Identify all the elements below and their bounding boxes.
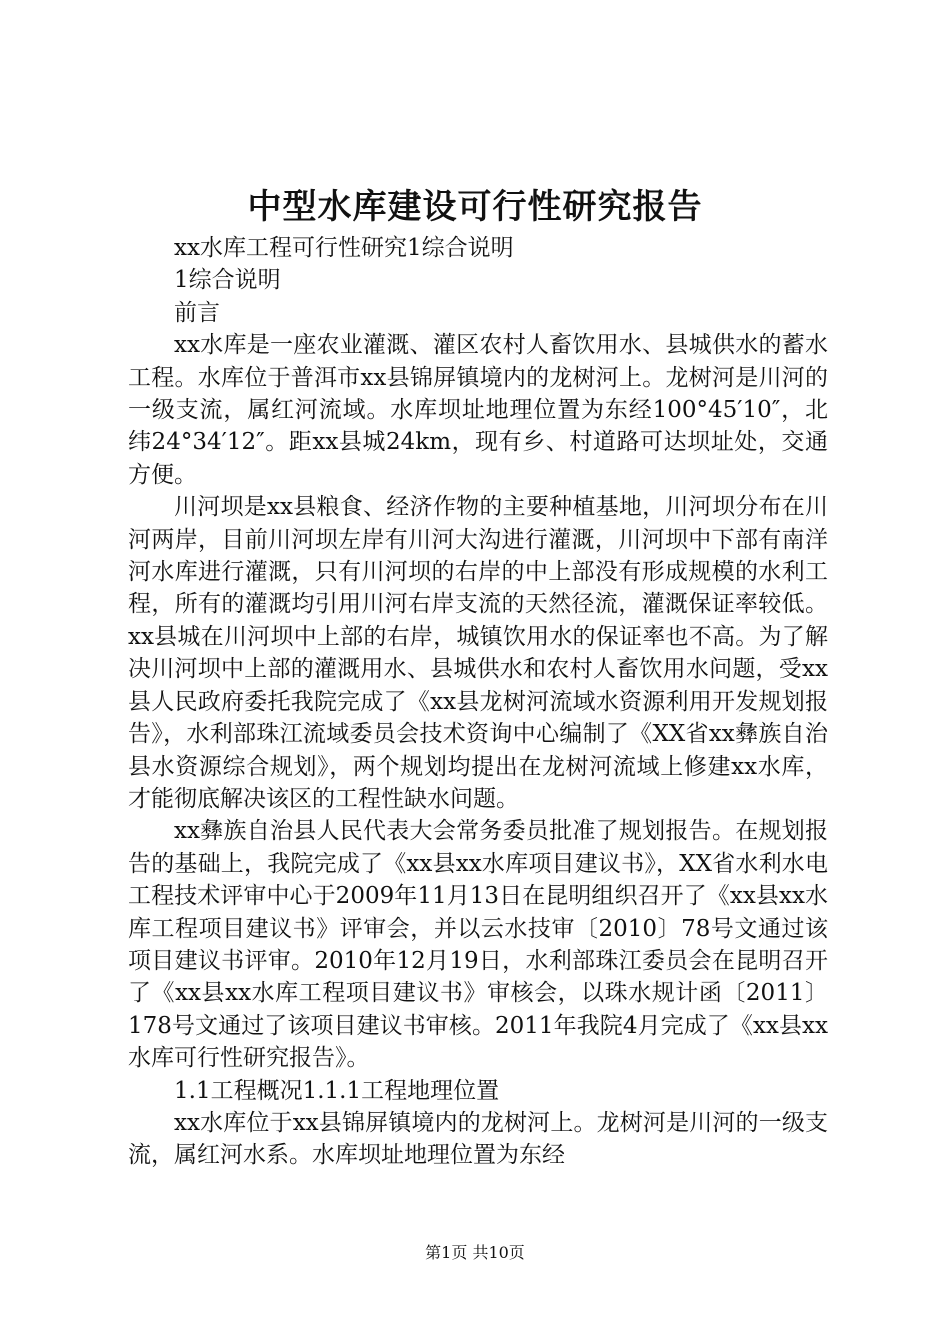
paragraph: 前言 (174, 299, 220, 326)
paragraph: xx水库位于xx县锦屏镇境内的龙树河上。龙树河是川河的一级支流，属红河水系。水库坝址地理位置为东经 (128, 1109, 828, 1169)
paragraph: 1.1工程概况1.1.1工程地理位置 (174, 1077, 500, 1104)
paragraph: xx水库是一座农业灌溉、灌区农村人畜饮用水、县城供水的蓄水工程。水库位于普洱市xx县锦屏镇境内的龙树河上。龙树河是川河的一级支流，属红河流域。水库坝址地理位置为东经100°45′10″，北纬24°34′12″。距xx县城24km，现有乡、村道路可达坝址处，交通方便。 (128, 332, 828, 488)
document-body (128, 232, 828, 1172)
paragraph: 川河坝是xx县粮食、经济作物的主要种植基地，川河坝分布在川河两岸，目前川河坝左岸有川河大沟进行灌溉，川河坝中下部有南洋河水库进行灌溉，只有川河坝的右岸的中上部没有形成规模的水利工程，所有的灌溉均引用川河右岸支流的天然径流，灌溉保证率较低。xx县城在川河坝中上部的右岸，城镇饮用水的保证率也不高。为了解决川河坝中上部的灌溉用水、县城供水和农村人畜饮用水问题，受xx县人民政府委托我院完成了《xx县龙树河流域水资源利用开发规划报告》，水利部珠江流域委员会技术资询中心编制了《XX省xx彝族自治县水资源综合规划》，两个规划均提出在龙树河流域上修建xx水库，才能彻底解决该区的工程性缺水问题。 (128, 494, 828, 812)
page-footer: 第1页 共10页 (425, 1243, 525, 1262)
paragraph: xx水库工程可行性研究1综合说明 (174, 235, 514, 261)
document-title: 中型水库建设可行性研究报告 (247, 187, 703, 227)
paragraph: xx彝族自治县人民代表大会常务委员批准了规划报告。在规划报告的基础上，我院完成了《xx县xx水库项目建议书》，XX省水利水电工程技术评审中心于2009年11月13日在昆明组织召开了《xx县xx水库工程项目建议书》评审会，并以云水技审〔2010〕78号文通过该项目建议书评审。2010年12月19日，水利部珠江委员会在昆明召开了《xx县xx水库工程项目建议书》审核会，以珠水规计函〔2011〕178号文通过了该项目建议书审核。2011年我院4月完成了《xx县xx水库可行性研究报告》。 (128, 818, 828, 1072)
paragraph: 1综合说明 (174, 267, 281, 294)
